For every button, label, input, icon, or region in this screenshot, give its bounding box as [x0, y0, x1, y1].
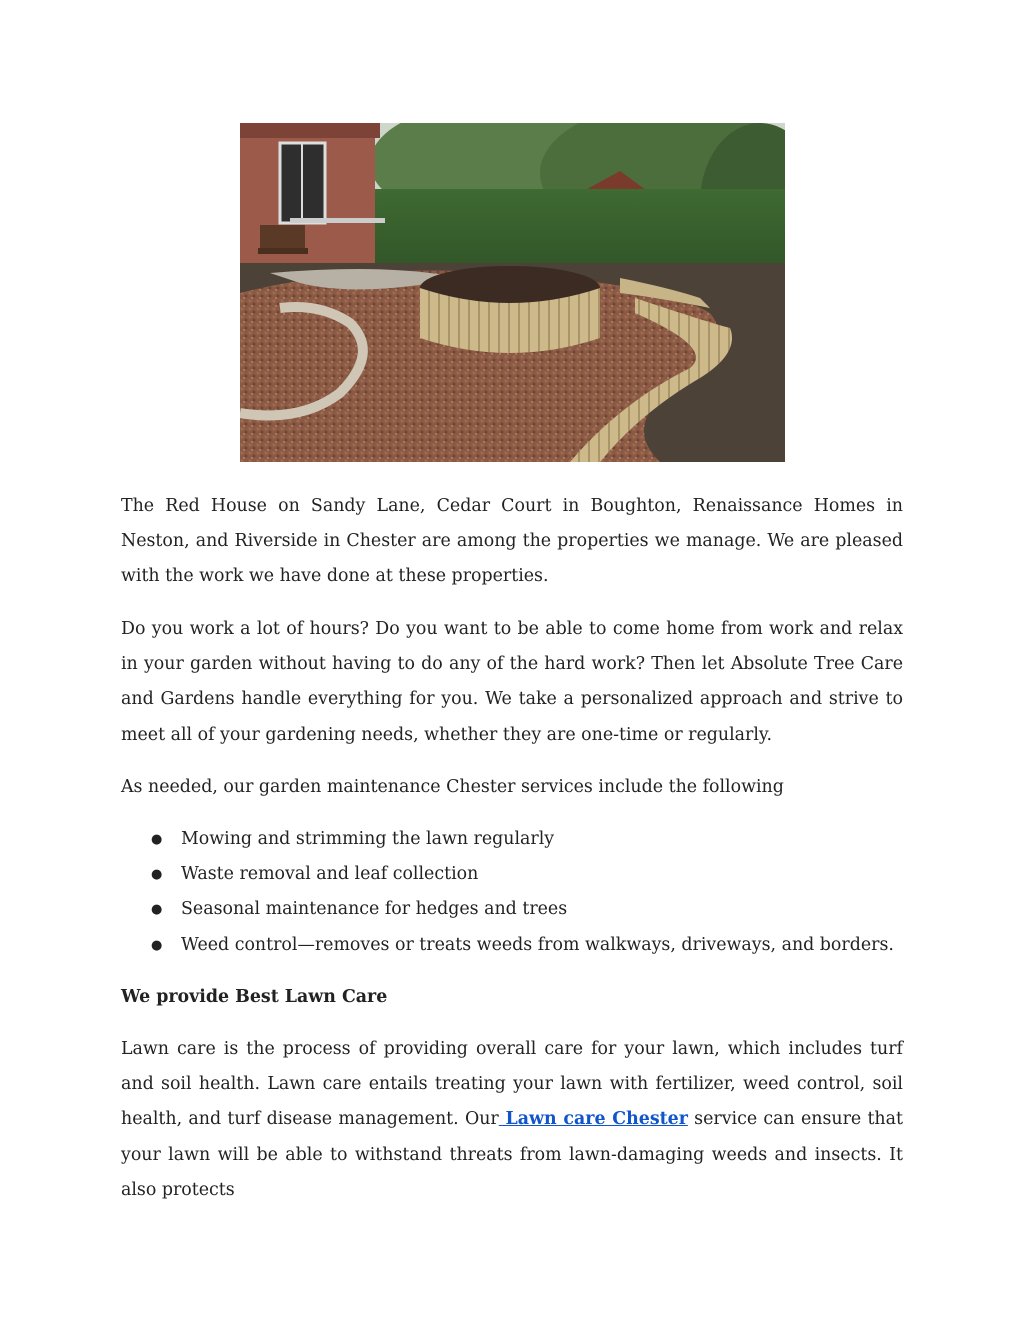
list-item [121, 857, 903, 892]
lawn-care-chester-link[interactable]: Lawn care Chester [498, 1109, 688, 1130]
lawn-text-after: service can ensure that your lawn will be able to withstand threats from lawn-damaging weeds and insects. It also protects [121, 1109, 903, 1200]
garden-photo [240, 123, 785, 462]
paragraph-text: Do you work a lot of hours? Do you want to be able to come home from work and relax in your garden without having to do any of the hard work? Then let Absolute Tree Care and Gardens handle everything for you. We take a personalized approach and strive to meet all of your gardening needs, whether they are one-time or regularly. [121, 619, 903, 745]
list-item [121, 892, 903, 927]
list-item [121, 928, 903, 963]
bullet-icon: ● [151, 867, 163, 883]
section-heading: We provide Best Lawn Care [121, 987, 388, 1007]
services-list [121, 822, 903, 963]
paragraph-lawn-care [121, 1032, 903, 1208]
bullet-icon: ● [151, 937, 163, 953]
list-item-text: Weed control—removes or treats weeds from walkways, driveways, and borders. [181, 934, 894, 955]
paragraph-text [121, 1032, 903, 1208]
bullet-icon: ● [151, 902, 163, 918]
list-item-text: Waste removal and leaf collection [181, 864, 479, 885]
paragraph-text: The Red House on Sandy Lane, Cedar Court in Boughton, Renaissance Homes in Neston, and Riverside in Chester are among the properties we manage. We are pleased with the work we have done at these properties. [121, 496, 903, 587]
paragraph-text: As needed, our garden maintenance Chester services include the following [121, 777, 784, 797]
list-item [121, 822, 903, 857]
list-item-text: Seasonal maintenance for hedges and trees [181, 899, 568, 920]
bullet-icon: ● [151, 832, 163, 847]
paragraph-work-hours [121, 612, 903, 753]
paragraph-services-intro [121, 770, 903, 805]
list-item-text: Mowing and strimming the lawn regularly [181, 829, 555, 849]
lawn-text-before: Lawn care is the process of providing overall care for your lawn, which includes turf and soil health. Lawn care entails treating your lawn with fertilizer, weed control, soil health, and turf disease management. Our [121, 1039, 903, 1130]
paragraph-properties [121, 489, 903, 595]
